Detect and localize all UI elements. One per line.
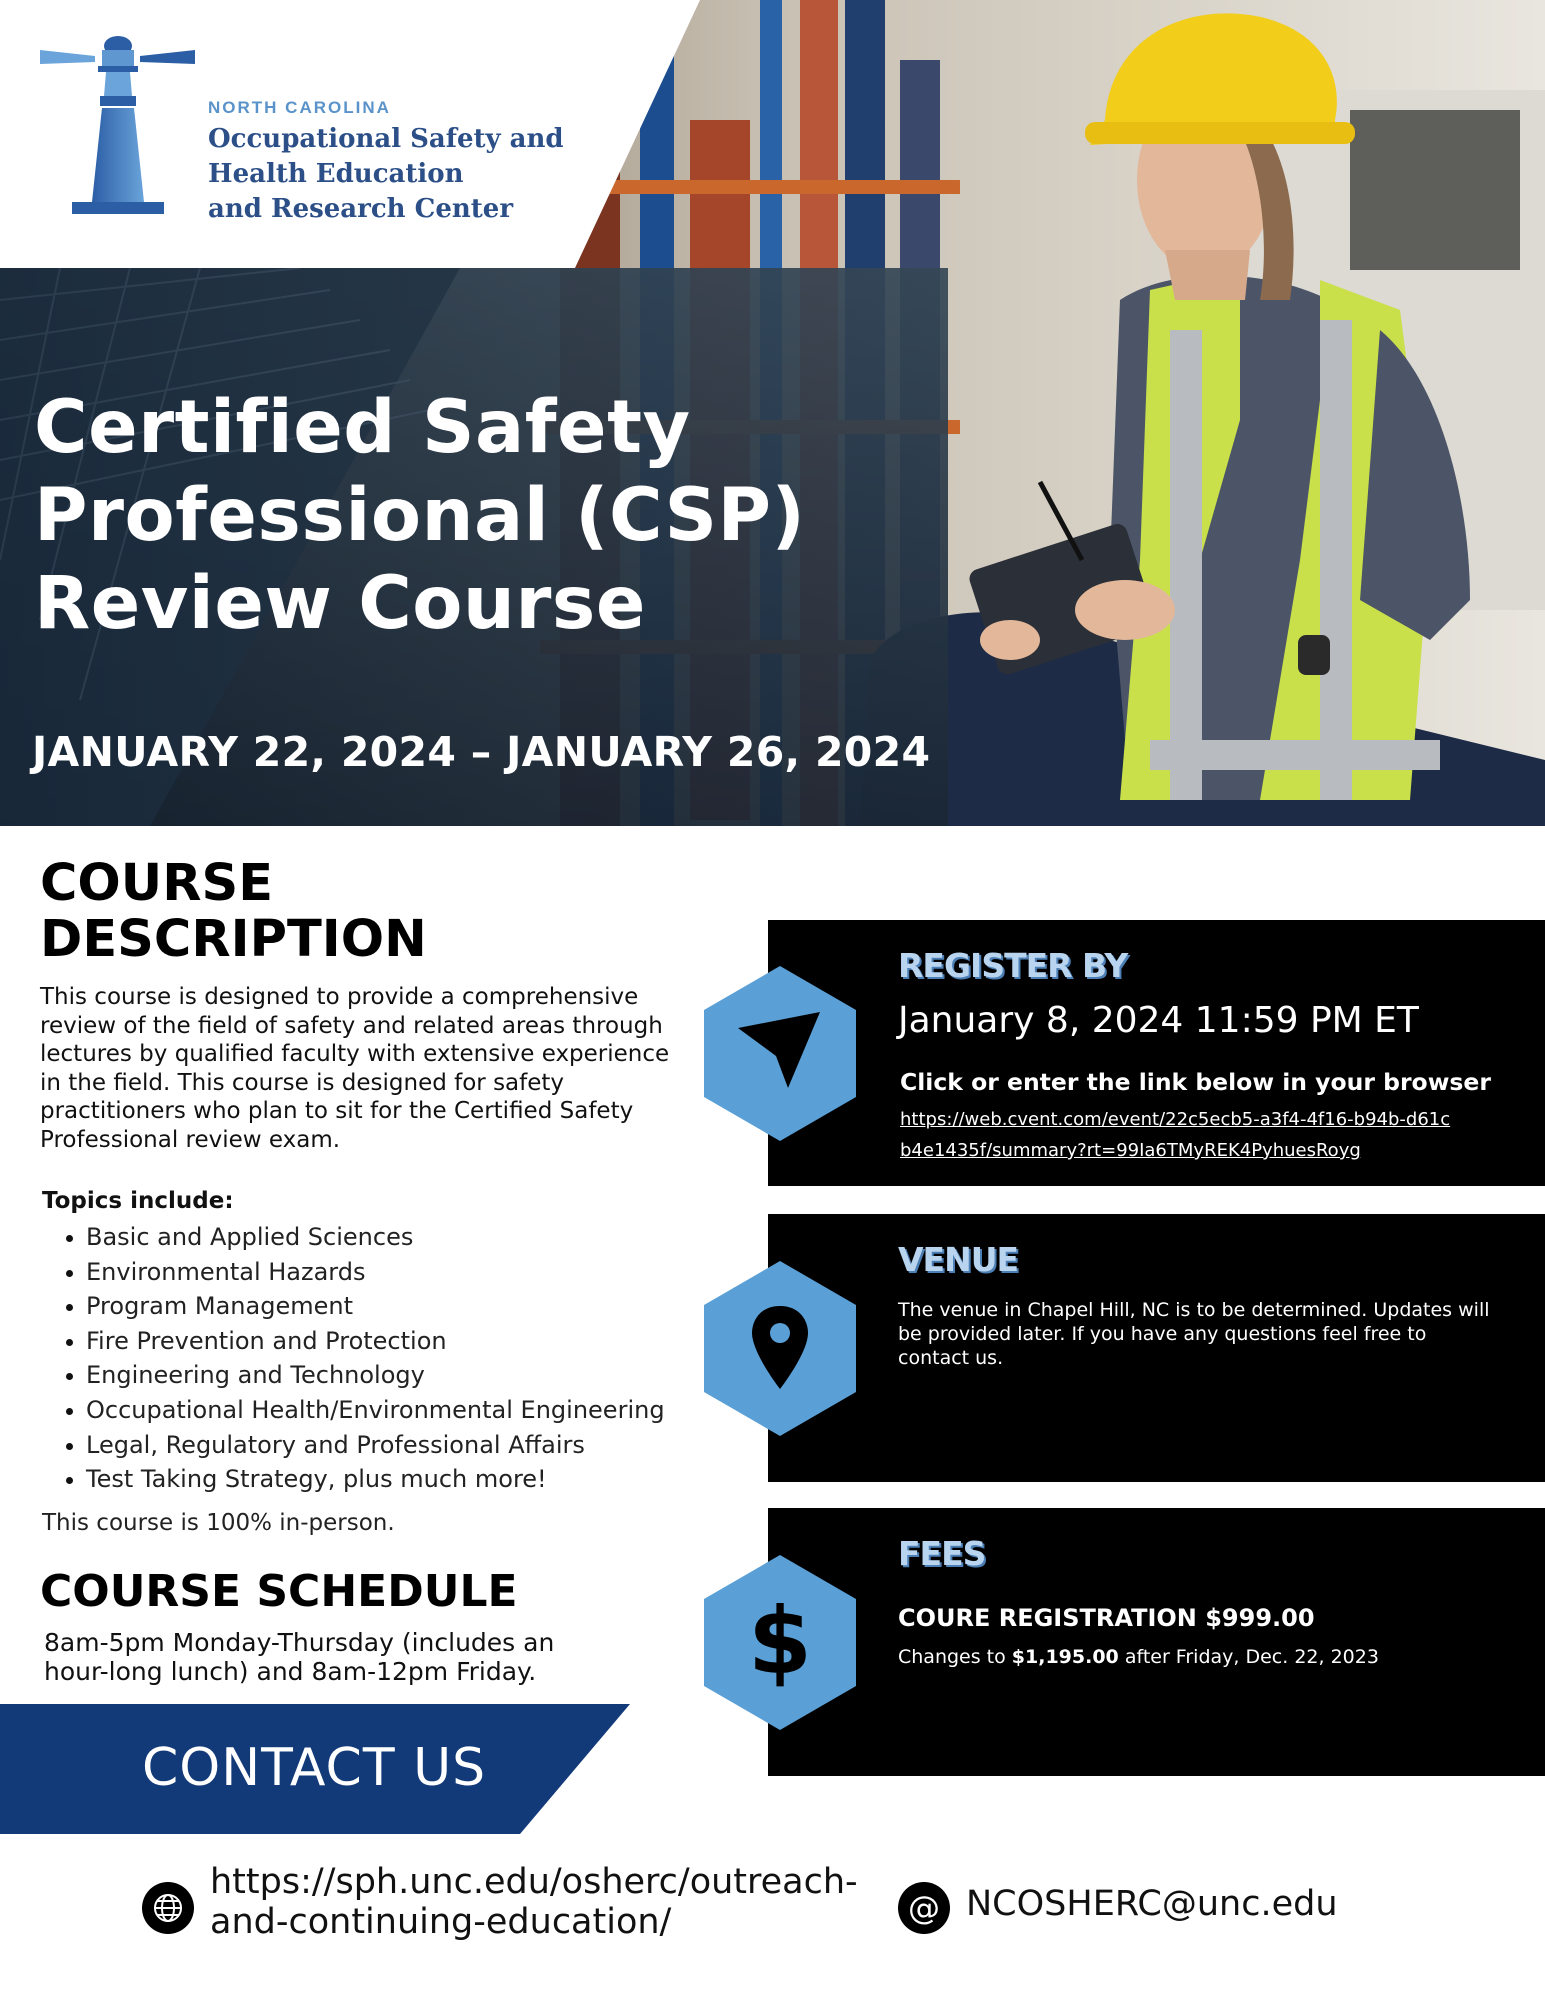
venue-text: The venue in Chapel Hill, NC is to be determined. Updates will be provided later. If you have any questions feel free to contact us.	[898, 1299, 1490, 1369]
register-deadline: January 8, 2024 11:59 PM ET	[898, 1000, 1419, 1041]
venue-box	[768, 1214, 1545, 1482]
list-item: Occupational Health/Environmental Engineering	[62, 1393, 665, 1428]
globe-icon	[142, 1882, 194, 1934]
website-link[interactable]: https://sph.unc.edu/osherc/outreach-and-continuing-education/	[210, 1862, 858, 1942]
fee-change-suffix: after Friday, Dec. 22, 2023	[1118, 1646, 1379, 1668]
title-line-3: Review Course	[34, 561, 646, 646]
list-item: Test Taking Strategy, plus much more!	[62, 1462, 665, 1497]
topics-heading: Topics include:	[42, 1188, 234, 1214]
course-dates: JANUARY 22, 2024 – JANUARY 26, 2024	[32, 728, 931, 776]
hero-banner	[0, 0, 1545, 826]
list-item: Engineering and Technology	[62, 1358, 665, 1393]
at-sign-icon: @	[898, 1882, 950, 1934]
contact-us-label: CONTACT US	[142, 1738, 487, 1798]
register-instruction: Click or enter the link below in your browser	[900, 1068, 1491, 1096]
list-item: Program Management	[62, 1289, 665, 1324]
list-item: Legal, Regulatory and Professional Affairs	[62, 1428, 665, 1463]
register-box	[768, 920, 1545, 1186]
fees-heading: FEES	[898, 1534, 986, 1573]
in-person-note: This course is 100% in-person.	[42, 1510, 395, 1536]
fee-change-amount: $1,195.00	[1011, 1646, 1119, 1668]
registration-link[interactable]: https://web.cvent.com/event/22c5ecb5-a3f4-4f16-b94b-d61cb4e1435f/summary?rt=99Ia6TMyREK4PyhuesRoyg	[900, 1109, 1451, 1161]
logo-name-line-3: and Research Center	[208, 194, 514, 224]
topics-list	[62, 1220, 665, 1497]
course-title	[34, 384, 934, 648]
registration-fee: COURE REGISTRATION $999.00	[898, 1604, 1315, 1632]
heading-line-2: DESCRIPTION	[40, 910, 427, 969]
lighthouse-icon	[40, 34, 200, 224]
heading-line-1: COURSE	[40, 854, 274, 913]
course-schedule-text: 8am-5pm Monday-Thursday (includes an hour-long lunch) and 8am-12pm Friday.	[44, 1628, 555, 1686]
venue-heading: VENUE	[898, 1240, 1019, 1279]
register-heading: REGISTER BY	[898, 946, 1128, 985]
course-schedule-heading: COURSE SCHEDULE	[40, 1566, 518, 1617]
course-description-text: This course is designed to provide a comprehensive review of the field of safety and related areas through lectures by qualified faculty with extensive experience in the field. This course is designed for safety practitioners who plan to sit for the Certified Safety Professional review exam.	[40, 984, 670, 1153]
title-line-1: Certified Safety	[34, 385, 691, 470]
dollar-icon	[704, 1555, 856, 1730]
fees-box	[768, 1508, 1545, 1776]
send-icon	[704, 966, 856, 1141]
list-item: Environmental Hazards	[62, 1255, 665, 1290]
location-pin-icon	[704, 1261, 856, 1436]
list-item: Fire Prevention and Protection	[62, 1324, 665, 1359]
fee-change-prefix: Changes to	[898, 1646, 1012, 1668]
logo-name-line-2: Health Education	[208, 159, 464, 189]
course-description-heading	[40, 856, 427, 968]
logo-state-label: NORTH CAROLINA	[208, 98, 391, 117]
logo-name-line-1: Occupational Safety and	[208, 124, 564, 154]
fee-change-note	[898, 1646, 1379, 1668]
email-link[interactable]: NCOSHERC@unc.edu	[966, 1884, 1338, 1924]
svg-text:$: $	[747, 1588, 813, 1695]
title-line-2: Professional (CSP)	[34, 473, 806, 558]
nc-osherc-logo	[40, 34, 600, 234]
list-item: Basic and Applied Sciences	[62, 1220, 665, 1255]
